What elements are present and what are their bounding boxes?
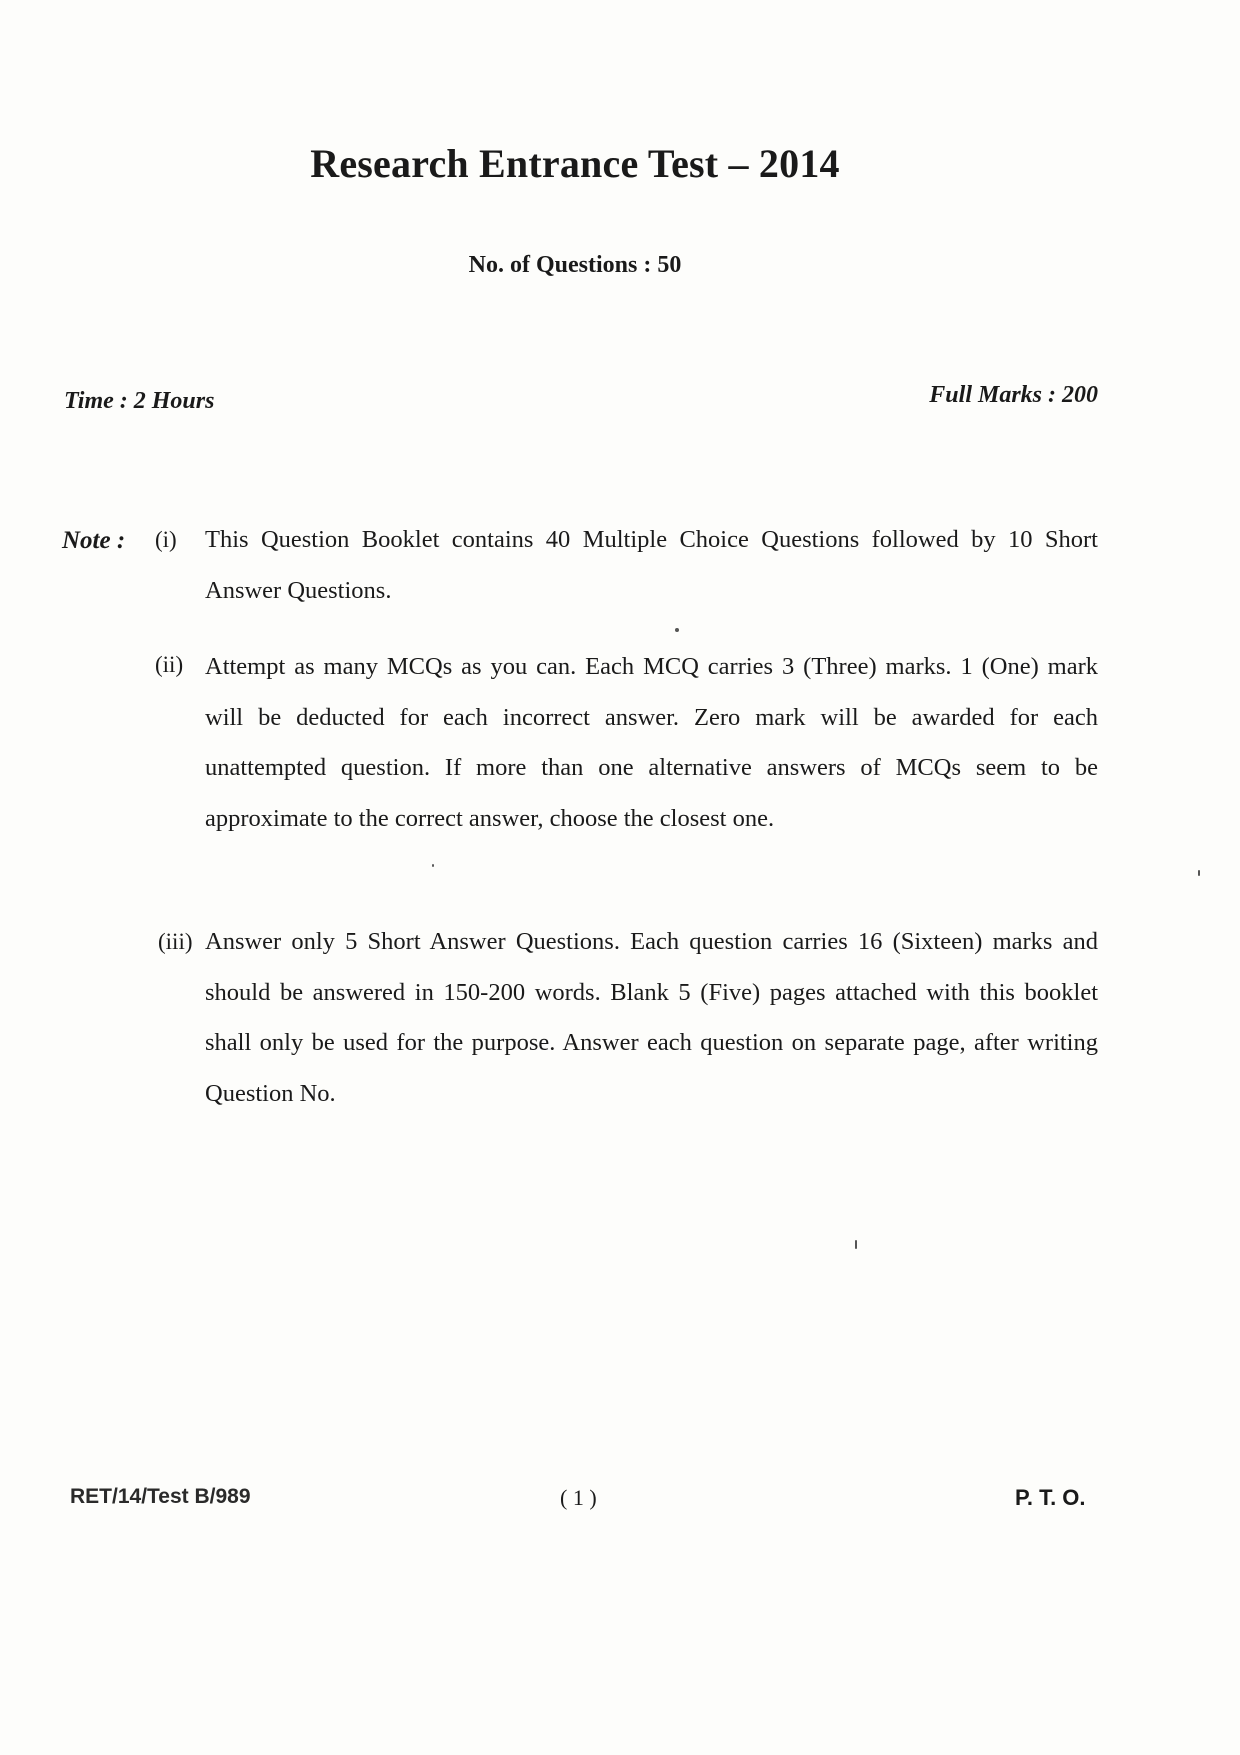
time-allowed: Time : 2 Hours [64, 388, 215, 414]
note-item-number: (ii) [155, 652, 184, 677]
note-item-text: This Question Booklet contains 40 Multiple Choice Questions followed by 10 Short Answer Questions. [205, 526, 1098, 604]
page-number: ( 1 ) [560, 1485, 597, 1510]
note-label: Note : [62, 527, 126, 554]
scan-speck [432, 864, 434, 867]
page-title: Research Entrance Test – 2014 [310, 141, 840, 186]
scan-speck [855, 1240, 857, 1249]
note-item-number: (iii) [158, 929, 193, 954]
full-marks: Full Marks : 200 [929, 382, 1098, 408]
scan-speck [675, 628, 679, 632]
booklet-code: RET/14/Test B/989 [70, 1485, 251, 1508]
question-count: No. of Questions : 50 [468, 252, 682, 278]
scan-speck [1198, 870, 1200, 876]
please-turn-over: P. T. O. [1015, 1485, 1086, 1510]
note-item-text: Attempt as many MCQs as you can. Each MCQ carries 3 (Three) marks. 1 (One) mark will be deducted for each incorrect answer. Zero mark will be awarded for each unattempted question. If more than one alternative answers of MCQs seem to be approximate to the correct answer, choose the closest one. [205, 653, 1098, 832]
note-item-text: Answer only 5 Short Answer Questions. Each question carries 16 (Sixteen) marks and should be answered in 150-200 words. Blank 5 (Five) pages attached with this booklet shall only be used for the purpose. Answer each question on separate page, after writing Question No. [205, 928, 1098, 1107]
note-item-number: (i) [155, 527, 177, 552]
